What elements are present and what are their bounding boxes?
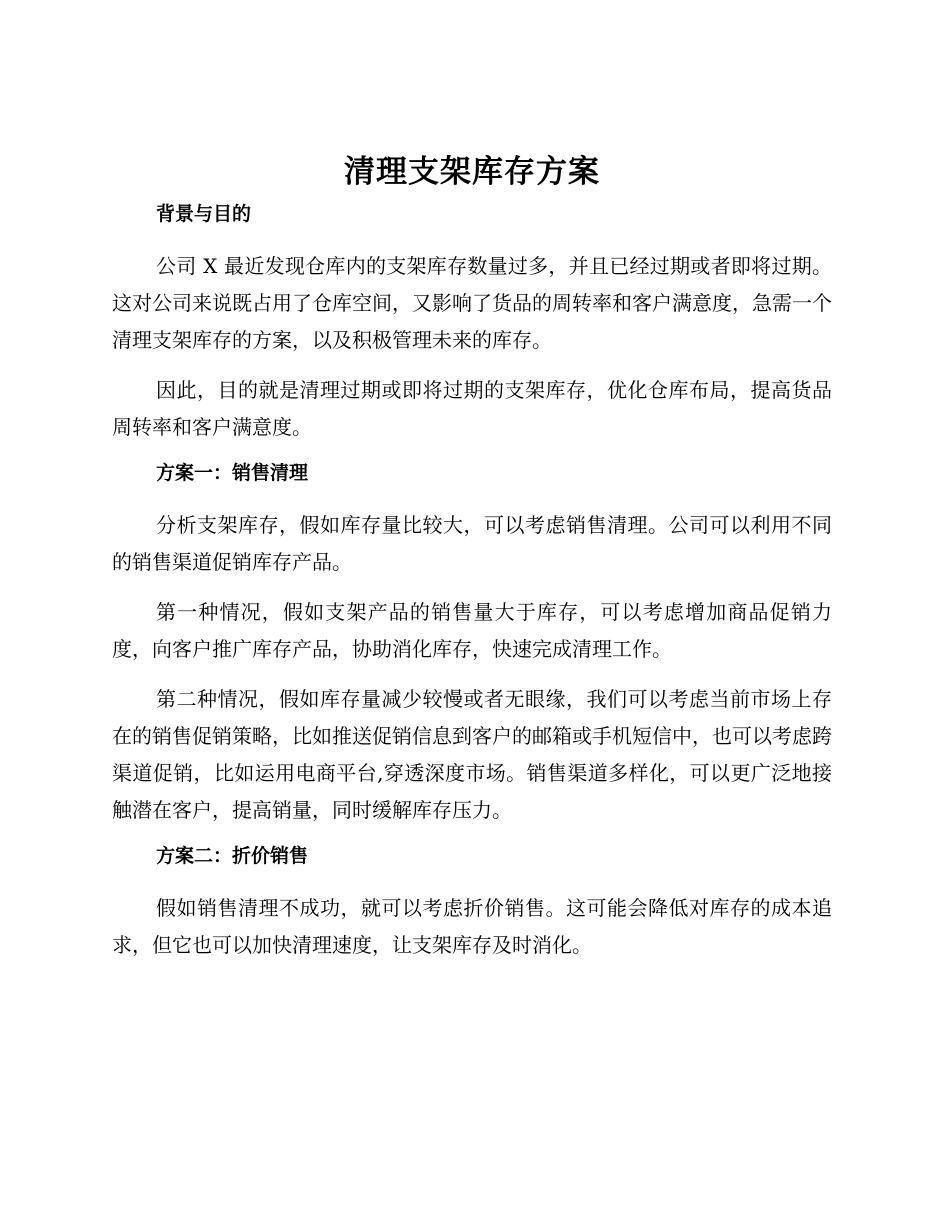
paragraph: 公司 X 最近发现仓库内的支架库存数量过多，并且已经过期或者即将过期。这对公司来说既占用了仓库空间，又影响了货品的周转率和客户满意度，急需一个清理支架库存的方案，以及积极管理未来的库存。: [112, 254, 832, 352]
document-body: [112, 150, 832, 977]
document-title: 清理支架库存方案: [344, 154, 600, 190]
section-heading: 背景与目的: [156, 203, 252, 225]
section-plan-two: [112, 842, 832, 964]
section-heading: 方案二：折价销售: [156, 845, 309, 867]
section-heading: 方案一：销售清理: [156, 462, 309, 484]
paragraph: 因此，目的就是清理过期或即将过期的支架库存，优化仓库布局，提高货品周转率和客户满意度。: [112, 378, 832, 439]
paragraph: 第二种情况，假如库存量减少较慢或者无眼缘，我们可以考虑当前市场上存在的销售促销策略，比如推送促销信息到客户的邮箱或手机短信中，也可以考虑跨渠道促销，比如运用电商平台,穿透深度市场。销售渠道多样化，可以更广泛地接触潜在客户，提高销量，同时缓解库存压力。: [112, 687, 832, 822]
paragraph: 第一种情况，假如支架产品的销售量大于库存，可以考虑增加商品促销力度，向客户推广库存产品，协助消化库存，快速完成清理工作。: [112, 600, 832, 661]
paragraph: 分析支架库存，假如库存量比较大，可以考虑销售清理。公司可以利用不同的销售渠道促销库存产品。: [112, 513, 832, 574]
paragraph: 假如销售清理不成功，就可以考虑折价销售。这可能会降低对库存的成本追求，但它也可以加快清理速度，让支架库存及时消化。: [112, 896, 832, 957]
section-background: [112, 200, 832, 446]
section-plan-one: [112, 459, 832, 829]
